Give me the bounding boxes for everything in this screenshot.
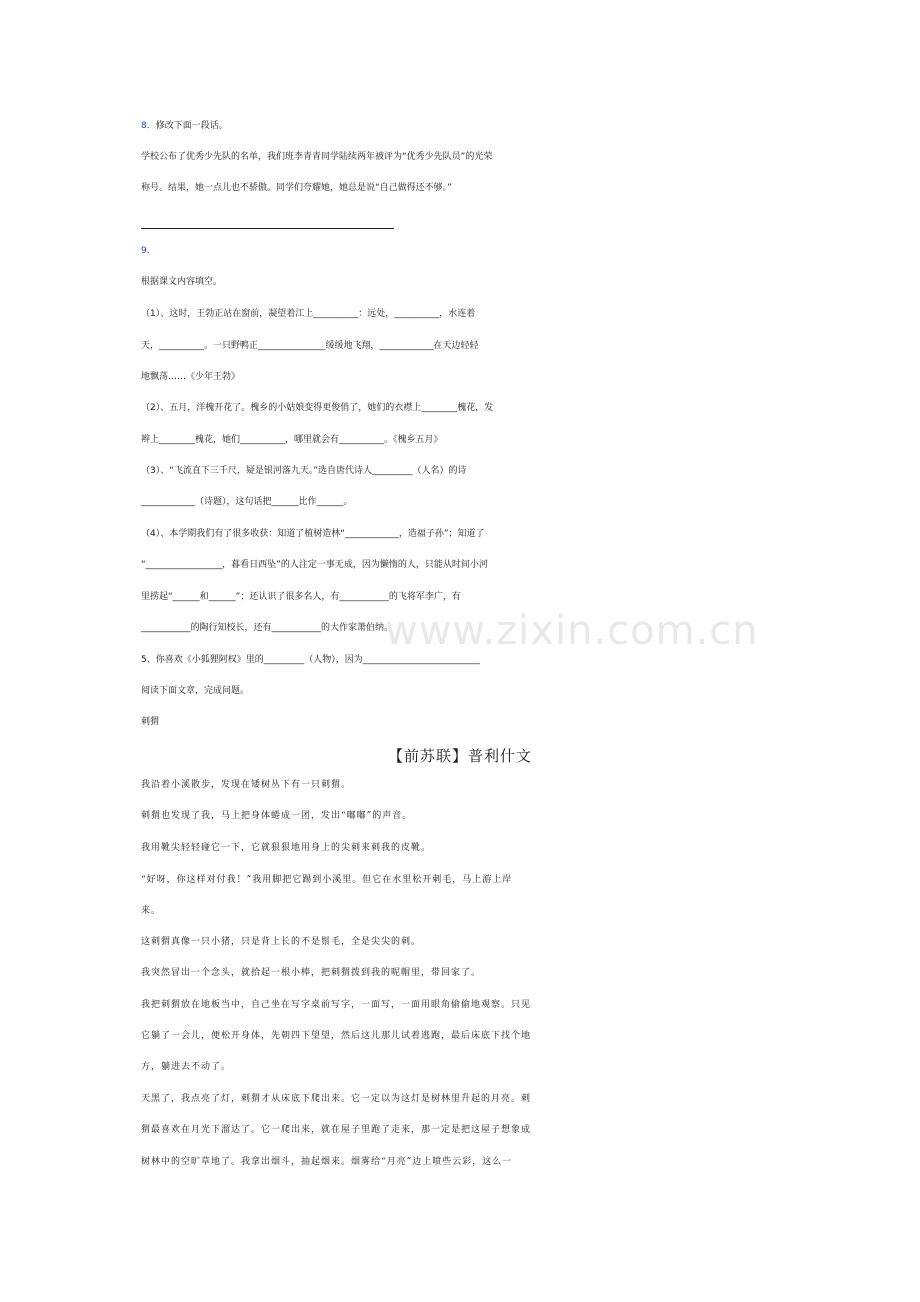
article-paragraph: 树林中的空旷草地了。我拿出烟斗，抽起烟来。烟雾给“月亮”边上喷些云彩，这么一 <box>141 1157 513 1167</box>
fill-blank-line: 天，__________。一只野鸭正_______________缓缓地飞翔，____________在天边轻轻 <box>141 341 479 351</box>
question-9-prompt: 根据课文内容填空。 <box>141 277 223 287</box>
answer-blank-line[interactable] <box>141 228 394 229</box>
article-paragraph: 天黑了，我点亮了灯，刺猬才从床底下爬出来。它一定以为这灯是树林里升起的月亮。刺 <box>141 1094 532 1104</box>
fill-blank-line: （2）、五月，洋槐开花了。槐乡的小姑娘变得更俊俏了，她们的衣襟上________槐花，发 <box>141 403 494 413</box>
article-paragraph: 来。 <box>141 906 162 916</box>
fill-blank-line: 里捞起“______和______”；还认识了很多名人，有___________的飞将军李广，有 <box>141 592 461 602</box>
question-9-number: 9． <box>141 246 156 256</box>
article-paragraph: 方，躺进去不动了。 <box>141 1062 232 1072</box>
article-paragraph: “好呀，你这样对付我！”我用脚把它踢到小溪里。但它在水里松开刺毛，马上游上岸 <box>141 875 513 885</box>
question-8-text: 称号。结果，她一点儿也不骄傲。同学们夸耀她，她总是说“自己做得还不够。” <box>141 183 452 193</box>
article-paragraph: 我用靴尖轻轻碰它一下，它就狠狠地用身上的尖刺来刺我的皮靴。 <box>141 843 432 853</box>
article-title: 刺猬 <box>141 717 160 727</box>
article-paragraph: 我沿着小溪散步，发现在矮树丛下有一只刺猬。 <box>141 780 352 790</box>
fill-blank-line: 地飘荡……《少年王勃》 <box>141 372 241 382</box>
article-paragraph: 我把刺猬放在地板当中，自己坐在写字桌前写字，一面写，一面用眼角偷偷地观察。只见 <box>141 1000 532 1010</box>
article-paragraph: 猬最喜欢在月光下溜达了。它一爬出来，就在屋子里跑了走来，那一定是把这屋子想象成 <box>141 1125 532 1135</box>
fill-blank-line: “_________________，暮看日西坠”的人注定一事无成，因为懒惰的人，只能从时间小河 <box>141 560 488 570</box>
article-author: 【前苏联】普利什文 <box>387 747 532 765</box>
fill-blank-line: （1）、这时，王勃正站在窗前，凝望着江上__________：远处，__________，水连着 <box>141 309 476 319</box>
question-8-heading <box>141 118 791 131</box>
fill-blank-line: ____________（诗题），这句话把______比作______。 <box>141 497 353 507</box>
article-paragraph: 它躺了一会儿，便松开身体，先朝四下望望，然后这儿那儿试着逃跑，最后床底下找个地 <box>141 1031 532 1041</box>
article-paragraph: 这刺猬真像一只小猪，只是背上长的不是鬃毛，全是尖尖的刺。 <box>141 937 422 947</box>
fill-blank-line: 辫上________槐花，她们__________，哪里就会有__________。《槐乡五月》 <box>141 435 443 445</box>
fill-blank-line: （3）、“飞流直下三千尺，疑是银河落九天。”选自唐代诗人_________（人名）的诗 <box>141 466 467 476</box>
article-paragraph: 刺猬也发现了我，马上把身体蜷成一团，发出“嘟嘟”的声音。 <box>141 811 413 821</box>
article-paragraph: 我突然冒出一个念头，就拾起一根小棒，把刺猬拨到我的呢帽里，带回家了。 <box>141 968 482 978</box>
question-8-text: 学校公布了优秀少先队的名单，我们班李青青同学陆续两年被评为“优秀少先队员”的光荣 <box>141 152 493 162</box>
question-number: 8． <box>141 121 156 131</box>
fill-blank-line: ___________的陶行知校长，还有___________的大作家萧伯纳。 <box>141 623 394 633</box>
fill-blank-line: （4）、本学期我们有了很多收获：知道了植树造林“____________，造福子孙”；知道了 <box>141 529 485 539</box>
question-prompt: 修改下面一段话。 <box>155 121 228 131</box>
watermark: www.zixin.com.cn <box>385 608 759 654</box>
question-5-text: 5、你喜欢《小狐狸阿权》里的_________（人物），因为__________________________ <box>141 655 480 665</box>
reading-intro: 阅读下面文章，完成问题。 <box>141 686 250 696</box>
